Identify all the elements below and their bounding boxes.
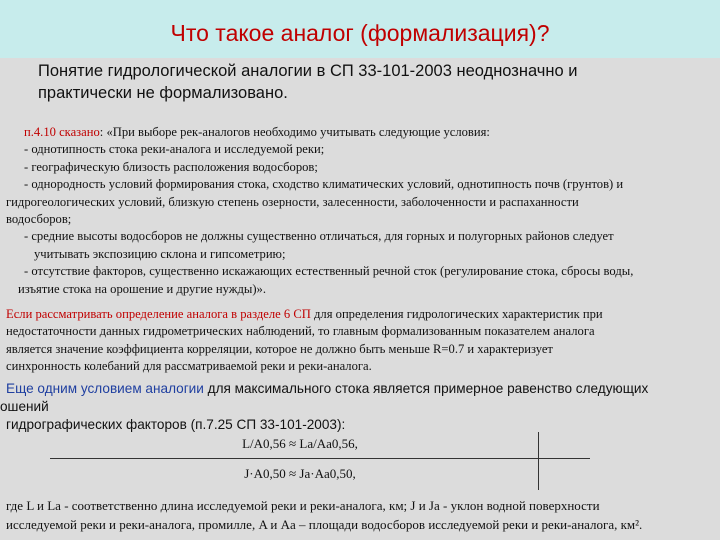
section6-reference: Если рассматривать определение аналога в разделе 6 СП <box>6 307 311 321</box>
analogy-condition-highlight: Еще одним условием аналогии <box>6 381 204 396</box>
correlation-line: недостаточности данных гидрометрических наблюдений, то главным формализованным показателем аналога <box>6 324 595 339</box>
formula-slope-area: J·A0,50 ≈ Jа·Aа0,50, <box>244 466 356 481</box>
correlation-line: Если рассматривать определение аналога в разделе 6 СП для определения гидрологических характеристик при <box>6 307 603 321</box>
intro-text <box>38 60 698 104</box>
formula-length-area: L/A0,56 ≈ Lа/Aа0,56, <box>242 436 358 451</box>
intro-line-2: практически не формализовано. <box>38 84 288 102</box>
formula-divider <box>50 458 590 459</box>
formula-vertical-divider <box>538 432 539 490</box>
condition-item: изъятие стока на орошение и другие нужды)». <box>18 281 266 296</box>
condition-item: учитывать экспозицию склона и гипсометрию; <box>34 246 286 261</box>
condition-item: - однотипность стока реки-аналога и исследуемой реки; <box>24 142 325 157</box>
legend-line-2: исследуемой реки и реки-аналога, промилле, A и Aа – площади водосборов исследуемой реки и реки-аналога, км². <box>6 517 643 532</box>
correlation-block <box>6 306 696 376</box>
condition-item: водосборов; <box>6 212 72 227</box>
correlation-line: синхронность колебаний для рассматриваемой реки и реки-аналога. <box>6 359 372 374</box>
max-runoff-line: ошений <box>0 399 49 414</box>
clause-reference: п.4.10 сказано <box>24 125 100 139</box>
intro-line-1: Понятие гидрологической аналогии в СП 33-101-2003 неоднозначно и <box>38 62 578 80</box>
conditions-line: п.4.10 сказано: «При выборе рек-аналогов необходимо учитывать следующие условия: <box>24 125 490 139</box>
max-runoff-line: гидрографических факторов (п.7.25 СП 33-101-2003): <box>6 417 346 432</box>
condition-item: - средние высоты водосборов не должны существенно отличаться, для горных и полугорных районов следует <box>24 229 614 244</box>
legend-line-1: где L и Lа - соответственно длина исследуемой реки и реки-аналога, км; J и Jа - уклон водной поверхности <box>6 498 600 513</box>
condition-item: - отсутствие факторов, существенно искажающих естественный речной сток (регулирование стока, сбросы воды, <box>24 264 634 279</box>
legend-block <box>6 496 714 534</box>
correlation-line: является значение коэффициента корреляции, которое не должно быть меньше R=0.7 и характеризует <box>6 341 553 356</box>
conditions-block <box>6 124 714 298</box>
max-runoff-line: Еще одним условием аналогии для максимального стока является примерное равенство следующих <box>6 381 649 396</box>
condition-item: - однородность условий формирования стока, сходство климатических условий, однотипность почв (грунтов) и <box>24 177 624 192</box>
condition-item: - географическую близость расположения водосборов; <box>24 159 318 174</box>
condition-item: гидрогеологических условий, близкую степень озерности, залесенности, заболоченности и распаханности <box>6 194 579 209</box>
max-runoff-block <box>0 380 720 434</box>
slide-title: Что такое аналог (формализация)? <box>170 20 550 46</box>
